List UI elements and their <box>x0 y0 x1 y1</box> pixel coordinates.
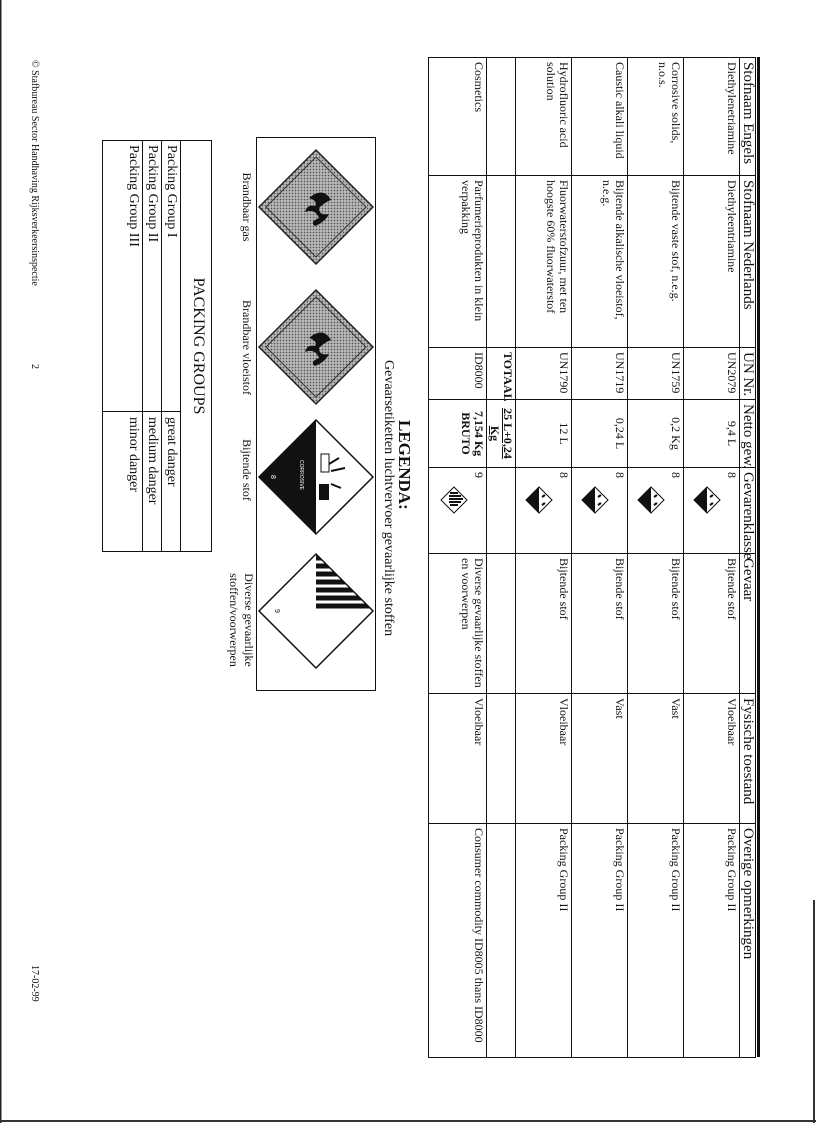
cell-netto: 7,154 Kg BRUTO <box>429 400 487 468</box>
cell-gevaar <box>487 554 516 694</box>
miscellaneous-label-icon <box>259 554 375 668</box>
cell-netto: 12 L <box>516 400 572 468</box>
footer-date: 17-02-99 <box>29 965 40 1002</box>
packing-group-row <box>143 141 162 551</box>
footer-copyright: © Stafbureau Sector Handhaving Rijksverkeersinspectie <box>29 60 40 286</box>
cell-nl: Bijtende vaste stof, n.e.g. <box>628 176 684 348</box>
table-row <box>684 58 740 1058</box>
cell-opm: Packing Group II <box>572 824 628 1058</box>
table-row <box>572 58 628 1058</box>
cell-eng: Caustic alkali liquid <box>572 58 628 176</box>
cell-netto: 9,4 L <box>684 400 740 468</box>
corrosive-text: CORROSIVE <box>298 460 304 491</box>
col-header: Stofnaam Engels <box>740 58 756 176</box>
cell-gevaar: Bijtende stof <box>628 554 684 694</box>
corrosive-label-icon <box>259 420 373 534</box>
legend-labels-box <box>256 137 376 691</box>
cell-klasse <box>628 468 684 554</box>
total-value: 25 L+0,24 Kg <box>487 400 516 468</box>
group-name: Packing Group I <box>164 145 179 238</box>
cell-gevaar: Bijtende stof <box>684 554 740 694</box>
substances-table <box>428 57 756 1058</box>
hazard-labels <box>257 138 375 690</box>
class-8-numeral: 8 <box>269 475 276 479</box>
cell-gevaar: Bijtende stof <box>572 554 628 694</box>
label-flammable-gas: Brandbaar gas <box>240 172 254 242</box>
col-header: Overige opmerkingen <box>740 824 756 1058</box>
table-row <box>429 58 487 1058</box>
corrosive-mini-icon <box>581 486 609 514</box>
cell-opm: Consumer commodity ID8005 thans ID8000 <box>429 824 487 1058</box>
cell-opm: Packing Group II <box>684 824 740 1058</box>
cell-opm <box>487 824 516 1058</box>
col-header: Netto gew. <box>740 400 756 468</box>
packing-group-row <box>124 141 143 551</box>
flammable-gas-label-icon <box>259 150 373 264</box>
group-danger: great danger <box>164 417 179 487</box>
col-header: Fysische toestand <box>740 694 756 824</box>
cell-un: UN1719 <box>572 348 628 400</box>
cell-klasse <box>572 468 628 554</box>
group-name: Packing Group III <box>126 145 141 247</box>
flammable-liquid-label-icon <box>259 290 373 404</box>
cell-netto: 0,2 Kg <box>628 400 684 468</box>
cell-eng: Hydrofluoric acid solution <box>516 58 572 176</box>
group-danger: medium danger <box>145 417 160 505</box>
cell-klasse <box>516 468 572 554</box>
class-9-numeral: 9 <box>273 609 280 613</box>
col-header: Gevarenklasse <box>740 468 756 554</box>
cell-eng: Cosmetics <box>429 58 487 176</box>
total-label: TOTAAL <box>487 348 516 400</box>
label-flammable-liquid: Brandbare vloeistof <box>240 300 254 395</box>
cell-toestand <box>487 694 516 824</box>
col-header: Stofnaam Nederlands <box>740 176 756 348</box>
table-row <box>516 58 572 1058</box>
cell-gevaar: Bijtende stof <box>516 554 572 694</box>
cell-eng: Diethylenetriamine <box>684 58 740 176</box>
legend-title: LEGENDA: <box>395 420 414 510</box>
cell-toestand: Vloeibaar <box>684 694 740 824</box>
cell-un: UN1790 <box>516 348 572 400</box>
total-row <box>487 58 516 1058</box>
cell-nl: Parfumerieprodukten in klein verpakking <box>429 176 487 348</box>
cell-toestand: Vast <box>572 694 628 824</box>
class-number: 8 <box>669 472 683 478</box>
class-number: 8 <box>613 472 627 478</box>
group-danger: minor danger <box>126 417 141 493</box>
corrosive-mini-icon <box>693 486 721 514</box>
col-header: Gevaar <box>740 554 756 694</box>
class-number: 9 <box>472 472 486 478</box>
col-header: UN Nr. <box>740 348 756 400</box>
corrosive-mini-icon <box>525 486 553 514</box>
cell-opm: Packing Group II <box>516 824 572 1058</box>
cell-netto: 0,24 L <box>572 400 628 468</box>
table-header-row <box>740 58 756 1058</box>
cell-nl: Diethyleentriamine <box>684 176 740 348</box>
packing-groups-box <box>102 140 212 552</box>
label-miscellaneous: Diverse gevaarlijke stoffen/voorwerpen <box>227 573 256 667</box>
cell-nl: Bijtende alkalische vloeistof, n.e.g. <box>572 176 628 348</box>
label-corrosive: Bijtende stof <box>240 439 254 501</box>
class-number: 8 <box>725 472 739 478</box>
cell-klasse <box>684 468 740 554</box>
cell-toestand: Vast <box>628 694 684 824</box>
cell-toestand: Vloeibaar <box>429 694 487 824</box>
cell-un: ID8000 <box>429 348 487 400</box>
cell-un: UN2079 <box>684 348 740 400</box>
group-name: Packing Group II <box>145 145 160 243</box>
cell-klasse <box>429 468 487 554</box>
cell-nl <box>487 176 516 348</box>
cell-eng <box>487 58 516 176</box>
cell-klasse <box>487 468 516 554</box>
cell-toestand: Vloeibaar <box>516 694 572 824</box>
table-top-rule <box>757 57 760 1057</box>
cell-un: UN1759 <box>628 348 684 400</box>
cell-eng: Corrosive solids, n.o.s. <box>628 58 684 176</box>
footer-page-number: 2 <box>29 364 40 369</box>
class9-mini-icon <box>440 486 468 514</box>
corrosive-mini-icon <box>637 486 665 514</box>
table-row <box>628 58 684 1058</box>
cell-opm: Packing Group II <box>628 824 684 1058</box>
legend-subtitle: Gevaarsetiketten luchtvervoer gevaarlijke stoffen <box>381 360 396 637</box>
cell-gevaar: Diverse gevaarlijke stoffen en voorwerpen <box>429 554 487 694</box>
packing-groups-title: PACKING GROUPS <box>190 277 207 415</box>
class-number: 8 <box>557 472 571 478</box>
packing-group-row <box>162 141 181 551</box>
cell-nl: Fluorwaterstofzuur, met ten hoogste 60% fluorwaterstof <box>516 176 572 348</box>
